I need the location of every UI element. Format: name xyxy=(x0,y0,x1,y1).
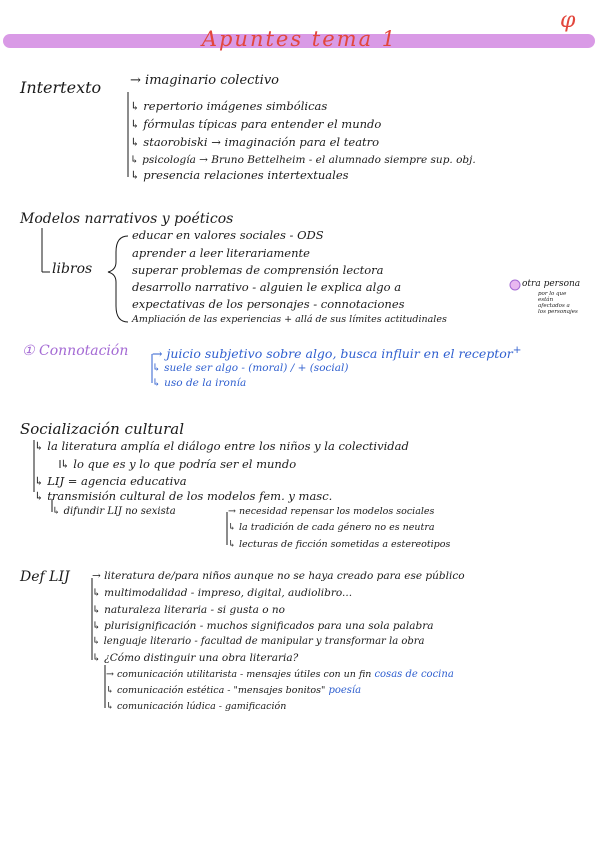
connotacion-item xyxy=(152,345,522,361)
arrow-icon: ↳ xyxy=(34,439,48,453)
arrow-icon: → xyxy=(152,346,167,362)
def-lij-item xyxy=(92,637,425,647)
connotacion-item-text: uso de la ironía xyxy=(164,377,247,389)
arrow-icon: ↳ xyxy=(130,154,143,166)
connotacion-heading-text: Connotación xyxy=(39,343,129,359)
intertexto-item-text: presencia relaciones intertextuales xyxy=(143,168,349,182)
connotacion-item-text: juicio subjetivo sobre algo, busca influir en el receptor xyxy=(166,346,513,362)
modelos-item: expectativas de los personajes - connotaciones xyxy=(132,297,405,311)
def-lij-item xyxy=(92,588,352,599)
socializacion-item-text: lo que es y lo que podría ser el mundo xyxy=(73,457,297,471)
def-lij-item xyxy=(92,653,298,664)
socializacion-sub-item xyxy=(228,540,450,550)
socializacion-sub-item-text: necesidad repensar los modelos sociales xyxy=(238,506,435,517)
def-lij-sub-item-text: comunicación utilitarista - mensajes útiles con un fin xyxy=(116,669,372,680)
arrow-icon: ↳ xyxy=(152,377,165,389)
def-lij-sub-item-text: comunicación lúdica - gamificación xyxy=(116,701,287,712)
socializacion-item-text: transmisión cultural de los modelos fem. y masc. xyxy=(47,489,333,503)
arrow-icon: ↳ xyxy=(106,685,117,696)
def-lij-sub-item xyxy=(106,702,286,712)
arrow-icon: ↳ xyxy=(130,99,144,113)
socializacion-heading: Socialización cultural xyxy=(20,420,185,438)
modelos-item: aprender a leer literariamente xyxy=(132,246,310,260)
arrow-icon: ↳ xyxy=(228,522,239,533)
socializacion-item-text: LIJ = agencia educativa xyxy=(47,474,187,488)
arrow-icon: → xyxy=(130,73,146,88)
socializacion-item xyxy=(34,476,187,488)
socializacion-item xyxy=(34,491,332,503)
def-lij-item xyxy=(92,571,465,582)
arrow-icon: ↳ xyxy=(152,362,165,374)
connotacion-item-text: suele ser algo - (moral) / + (social) xyxy=(164,362,349,374)
modelos-side-note: otra persona xyxy=(522,279,581,289)
modelos-item: educar en valores sociales - ODS xyxy=(132,228,324,242)
intertexto-item-text: fórmulas típicas para entender el mundo xyxy=(143,117,382,131)
arrow-icon: ↳ xyxy=(92,652,105,664)
arrow-icon: ↳ xyxy=(92,636,104,647)
connotacion-heading xyxy=(22,344,128,358)
corner-mark: φ xyxy=(560,8,576,33)
arrow-icon: ↳ xyxy=(60,457,74,471)
socializacion-sub-item xyxy=(228,507,434,517)
modelos-item: superar problemas de comprensión lectora xyxy=(132,263,384,277)
intertexto-item-text: repertorio imágenes simbólicas xyxy=(143,99,328,113)
def-lij-item-text: multimodalidad - impreso, digital, audiolibro... xyxy=(104,587,353,599)
arrow-icon: ↳ xyxy=(92,620,105,632)
socializacion-sub-label-text: difundir LIJ no sexista xyxy=(63,506,176,517)
arrow-icon: → xyxy=(106,669,117,680)
modelos-label: libros xyxy=(52,261,93,277)
intertexto-item-text: imaginario colectivo xyxy=(145,73,279,88)
modelos-item: desarrollo narrativo - alguien le explica algo a xyxy=(132,280,402,294)
socializacion-item xyxy=(60,459,296,471)
def-lij-item-text: naturaleza literaria - si gusta o no xyxy=(104,604,285,616)
def-lij-item-text: literatura de/para niños aunque no se haya creado para ese público xyxy=(104,570,465,582)
connotacion-item xyxy=(152,363,348,374)
intertexto-item xyxy=(130,137,379,149)
socializacion-sub-item-text: lecturas de ficción sometidas a estereotipos xyxy=(238,539,451,550)
arrow-icon: ↳ xyxy=(130,168,144,182)
socializacion-item-text: la literatura amplía el diálogo entre los niños y la colectividad xyxy=(47,439,409,453)
arrow-icon: → xyxy=(228,506,239,517)
connotacion-item xyxy=(152,378,246,389)
arrow-icon: ↳ xyxy=(130,135,144,149)
socializacion-item xyxy=(34,441,409,453)
def-lij-item-text: plurisignificación - muchos significados para una sola palabra xyxy=(104,620,434,632)
arrow-icon: ↳ xyxy=(34,489,48,503)
def-lij-blue-note: poesía xyxy=(328,685,362,696)
arrow-icon: ↳ xyxy=(92,587,105,599)
intertexto-heading: Intertexto xyxy=(20,78,102,97)
intertexto-item xyxy=(130,170,349,182)
arrow-icon: ↳ xyxy=(92,604,105,616)
def-lij-heading: Def LIJ xyxy=(20,569,70,585)
socializacion-sub-label xyxy=(52,507,176,517)
arrow-icon: ↳ xyxy=(228,539,239,550)
arrow-icon: ↳ xyxy=(106,701,117,712)
socializacion-sub-item xyxy=(228,523,435,533)
def-lij-blue-note: cosas de cocina xyxy=(374,669,454,680)
def-lij-item-text: ¿Cómo distinguir una obra literaria? xyxy=(104,652,299,664)
def-lij-sub-item xyxy=(106,670,454,680)
intertexto-item xyxy=(130,101,327,113)
intertexto-item xyxy=(130,155,476,166)
page-title: Apuntes tema 1 xyxy=(201,27,398,51)
intertexto-item-text: staorobiski → imaginación para el teatro xyxy=(143,135,380,149)
def-lij-item xyxy=(92,605,285,616)
def-lij-sub-item xyxy=(106,686,361,696)
def-lij-sub-item-text: comunicación estética - "mensajes bonitos" xyxy=(116,685,326,696)
modelos-heading: Modelos narrativos y poéticos xyxy=(20,211,234,227)
modelos-side-note-small: por lo que están afectados a los personajes xyxy=(538,291,578,316)
arrow-icon: ↳ xyxy=(52,506,64,517)
intertexto-item-text: psicología → Bruno Bettelheim - el alumnado siempre sup. obj. xyxy=(142,154,476,166)
modelos-item: Ampliación de las experiencias + allá de sus límites actitudinales xyxy=(132,314,447,325)
intertexto-item xyxy=(130,74,279,87)
arrow-icon: → xyxy=(92,570,105,582)
arrow-icon: ↳ xyxy=(130,117,144,131)
def-lij-item xyxy=(92,621,434,632)
arrow-icon: ↳ xyxy=(34,474,48,488)
def-lij-item-text: lenguaje literario - facultad de manipular y transformar la obra xyxy=(103,636,425,647)
socializacion-sub-item-text: la tradición de cada género no es neutra xyxy=(238,522,435,533)
circled-one-icon: ① xyxy=(22,343,35,359)
plus-mark: + xyxy=(512,344,522,356)
intertexto-item xyxy=(130,119,381,131)
